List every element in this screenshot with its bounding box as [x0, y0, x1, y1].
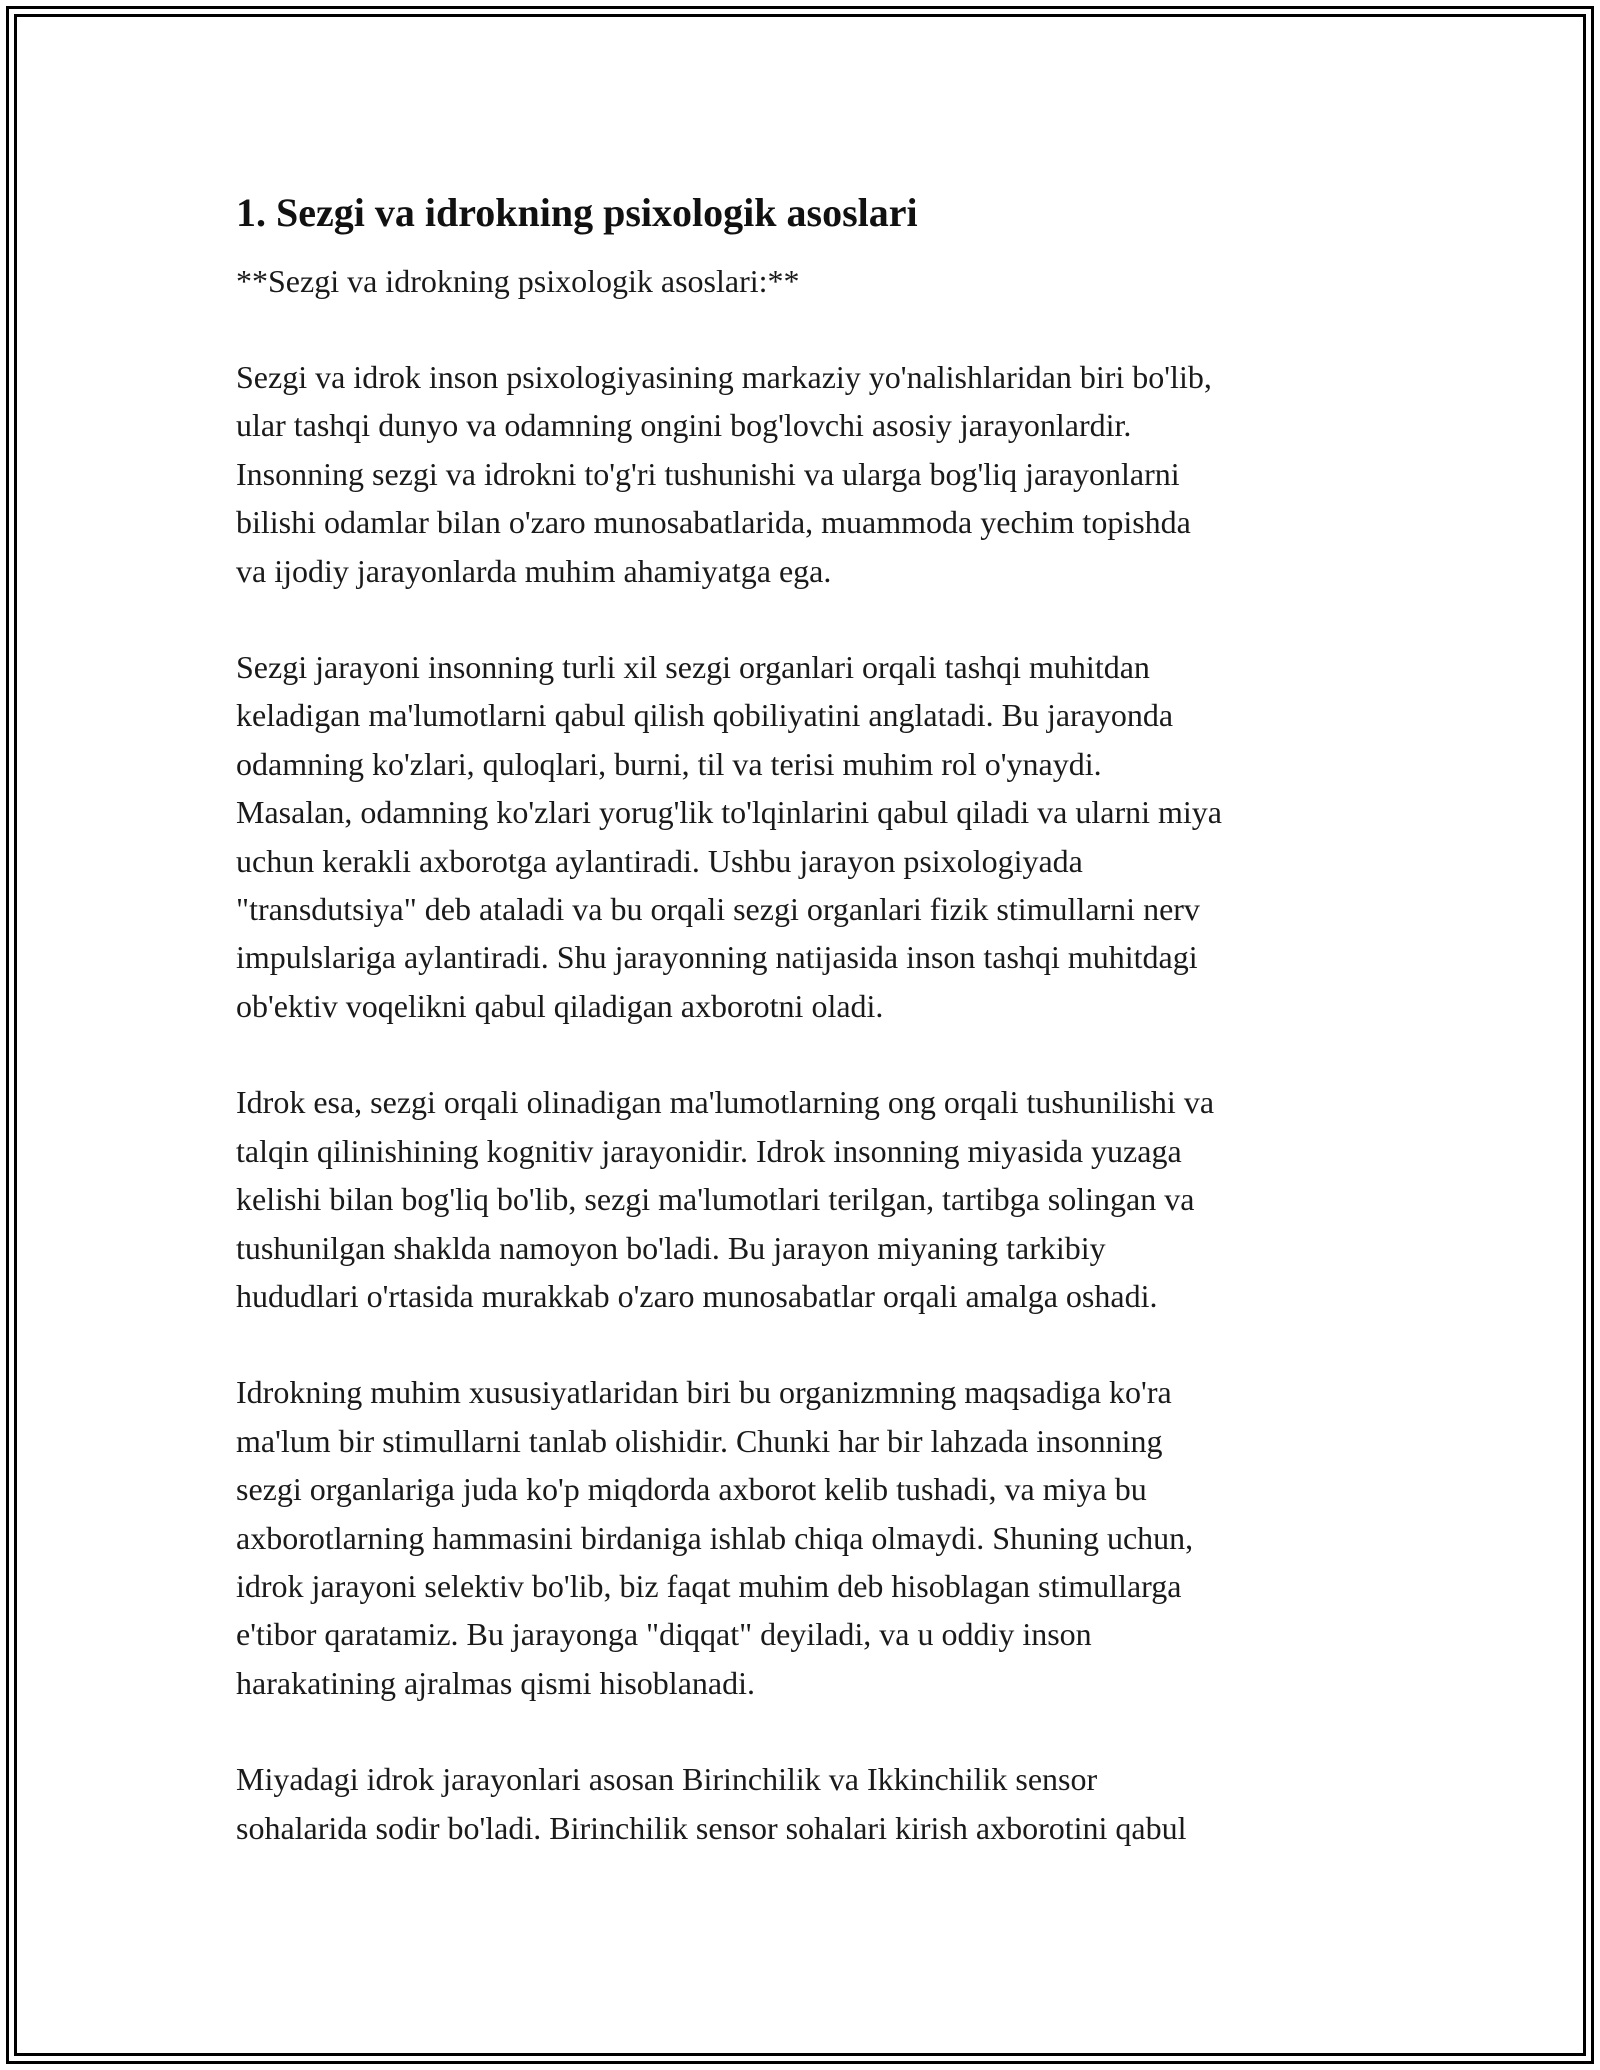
paragraph-line: harakatining ajralmas qismi hisoblanadi.	[236, 1664, 755, 1701]
paragraph-3	[236, 1078, 1376, 1320]
paragraph-line: tushunilgan shaklda namoyon bo'ladi. Bu jarayon miyaning tarkibiy	[236, 1229, 1106, 1266]
paragraph-line: hududlari o'rtasida murakkab o'zaro munosabatlar orqali amalga oshadi.	[236, 1277, 1158, 1314]
paragraph-1	[236, 353, 1376, 595]
document-page	[236, 185, 1376, 1852]
paragraph-line: sohalarida sodir bo'ladi. Birinchilik sensor sohalari kirish axborotini qabul	[236, 1809, 1187, 1846]
paragraph-line: sezgi organlariga juda ko'p miqdorda axborot kelib tushadi, va miya bu	[236, 1471, 1147, 1508]
paragraph-line: Miyadagi idrok jarayonlari asosan Birinchilik va Ikkinchilik sensor	[236, 1761, 1098, 1798]
paragraph-line: ular tashqi dunyo va odamning ongini bog'lovchi asosiy jarayonlardir.	[236, 407, 1132, 444]
paragraph-line: axborotlarning hammasini birdaniga ishlab chiqa olmaydi. Shuning uchun,	[236, 1519, 1194, 1556]
paragraph-line: uchun kerakli axborotga aylantiradi. Ushbu jarayon psixologiyada	[236, 842, 1083, 879]
paragraph-line: Masalan, odamning ko'zlari yorug'lik to'lqinlarini qabul qiladi va ularni miya	[236, 794, 1222, 831]
document-subtitle: **Sezgi va idrokning psixologik asoslari:**	[236, 263, 800, 299]
paragraph-line: "transdutsiya" deb ataladi va bu orqali sezgi organlari fizik stimullarni nerv	[236, 891, 1200, 928]
paragraph-line: impulslariga aylantiradi. Shu jarayonning natijasida inson tashqi muhitdagi	[236, 939, 1198, 976]
paragraph-line: e'tibor qaratamiz. Bu jarayonga "diqqat" deyiladi, va u oddiy inson	[236, 1616, 1092, 1653]
paragraph-line: idrok jarayoni selektiv bo'lib, biz faqat muhim deb hisoblagan stimullarga	[236, 1567, 1182, 1604]
document-title: 1. Sezgi va idrokning psixologik asoslari	[236, 190, 918, 235]
paragraph-line: Idrok esa, sezgi orqali olinadigan ma'lumotlarning ong orqali tushunilishi va	[236, 1084, 1215, 1121]
paragraph-line: Sezgi jarayoni insonning turli xil sezgi organlari orqali tashqi muhitdan	[236, 649, 1150, 686]
paragraph-line: odamning ko'zlari, quloqlari, burni, til va terisi muhim rol o'ynaydi.	[236, 745, 1102, 782]
paragraph-line: ob'ektiv voqelikni qabul qiladigan axborotni oladi.	[236, 987, 884, 1024]
paragraph-5	[236, 1755, 1376, 1852]
paragraph-4	[236, 1368, 1376, 1707]
paragraph-line: Idrokning muhim xususiyatlaridan biri bu organizmning maqsadiga ko'ra	[236, 1374, 1172, 1411]
paragraph-line: talqin qilinishining kognitiv jarayonidir. Idrok insonning miyasida yuzaga	[236, 1132, 1182, 1169]
paragraph-line: ma'lum bir stimullarni tanlab olishidir. Chunki har bir lahzada insonning	[236, 1422, 1163, 1459]
paragraph-line: keladigan ma'lumotlarni qabul qilish qobiliyatini anglatadi. Bu jarayonda	[236, 697, 1174, 734]
paragraph-line: va ijodiy jarayonlarda muhim ahamiyatga ega.	[236, 552, 832, 589]
paragraph-line: Insonning sezgi va idrokni to'g'ri tushunishi va ularga bog'liq jarayonlarni	[236, 455, 1180, 492]
paragraph-line: bilishi odamlar bilan o'zaro munosabatlarida, muammoda yechim topishda	[236, 504, 1191, 541]
paragraph-line: kelishi bilan bog'liq bo'lib, sezgi ma'lumotlari terilgan, tartibga solingan va	[236, 1181, 1195, 1218]
paragraph-line: Sezgi va idrok inson psixologiyasining markaziy yo'nalishlaridan biri bo'lib,	[236, 359, 1212, 395]
paragraph-2	[236, 643, 1376, 1030]
